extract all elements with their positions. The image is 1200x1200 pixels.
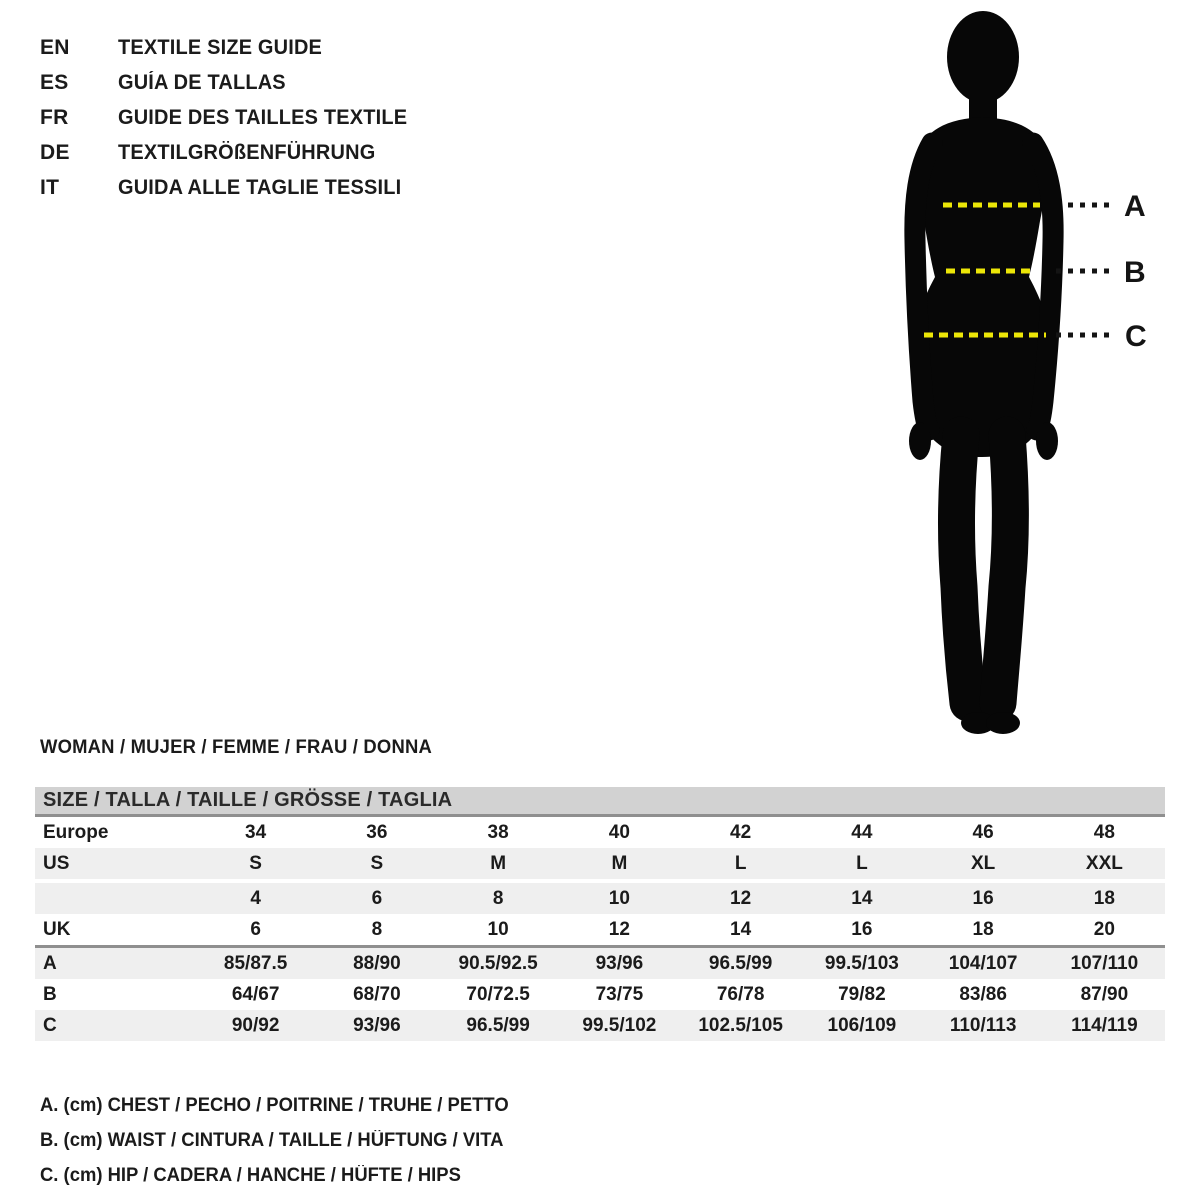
figure-area — [890, 5, 1160, 740]
table-cell: 38 — [487, 822, 509, 843]
table-row — [35, 945, 1165, 979]
table-cell: 44 — [851, 822, 873, 843]
table-cell: 79/82 — [838, 984, 886, 1005]
measurement-legend — [40, 1088, 523, 1193]
title-row-en — [40, 30, 422, 65]
table-cell: 73/75 — [595, 984, 644, 1005]
title-row-de — [40, 135, 422, 170]
table-cell: 87/90 — [1080, 984, 1129, 1005]
table-cell: 14 — [851, 888, 873, 909]
table-cell: 14 — [730, 919, 752, 940]
table-cell: 85/87.5 — [223, 953, 288, 974]
table-row — [35, 979, 1165, 1010]
guide-title-text: GUIDE DES TAILLES TEXTILE — [118, 105, 408, 129]
table-cell: 46 — [972, 822, 994, 843]
woman-figure — [890, 5, 1160, 740]
row-label — [35, 883, 195, 914]
size-table-header: SIZE / TALLA / TAILLE / GRÖSSE / TAGLIA — [35, 787, 1165, 817]
table-cell: 6 — [371, 888, 383, 909]
row-label: Europe — [43, 822, 109, 843]
table-cell: S — [249, 853, 262, 874]
title-row-fr — [40, 100, 422, 135]
table-cell: 16 — [851, 919, 873, 940]
guide-title-text: TEXTILE SIZE GUIDE — [118, 35, 323, 59]
language-code: DE — [40, 140, 70, 164]
table-cell: 42 — [730, 822, 752, 843]
table-cell: 64/67 — [231, 984, 280, 1005]
table-cell: 96.5/99 — [708, 953, 773, 974]
table-cell: 16 — [972, 888, 994, 909]
table-cell: 10 — [608, 888, 630, 909]
measure-label-a: A — [1124, 190, 1146, 223]
table-cell: 48 — [1093, 822, 1115, 843]
table-cell: 99.5/102 — [582, 1015, 657, 1036]
table-cell: 107/110 — [1070, 953, 1139, 974]
legend-row: C. (cm) HIP / CADERA / HANCHE / HÜFTE / HIPS — [40, 1165, 461, 1186]
table-cell: 106/109 — [827, 1015, 897, 1036]
language-code: FR — [40, 105, 69, 129]
table-cell: 18 — [1093, 888, 1115, 909]
table-cell: 102.5/105 — [698, 1015, 783, 1036]
table-cell: 8 — [492, 888, 504, 909]
table-cell: 96.5/99 — [466, 1015, 530, 1036]
table-cell: 93/96 — [353, 1015, 401, 1036]
section-title-woman: WOMAN / MUJER / FEMME / FRAU / DONNA — [40, 737, 432, 758]
row-label: UK — [43, 919, 71, 940]
measure-label-c: C — [1125, 320, 1147, 353]
table-cell: 93/96 — [595, 953, 644, 974]
table-cell: 68/70 — [353, 984, 401, 1005]
table-cell: 34 — [245, 822, 267, 843]
table-cell: 36 — [366, 822, 388, 843]
table-cell: M — [490, 853, 507, 874]
table-cell: 104/107 — [948, 953, 1018, 974]
table-cell: 4 — [250, 888, 261, 909]
legend-row: B. (cm) WAIST / CINTURA / TAILLE / HÜFTUNG / VITA — [40, 1130, 504, 1151]
table-cell: XXL — [1085, 853, 1123, 874]
table-cell: 76/78 — [716, 984, 765, 1005]
guide-title-text: GUÍA DE TALLAS — [118, 70, 286, 94]
row-label: B — [43, 984, 57, 1005]
table-cell: 90/92 — [231, 1015, 280, 1036]
table-cell: 40 — [608, 822, 630, 843]
table-cell: L — [856, 853, 868, 874]
table-cell: S — [370, 853, 384, 874]
language-code: EN — [40, 35, 70, 59]
table-cell: 110/113 — [949, 1015, 1017, 1036]
table-cell: 6 — [250, 919, 261, 940]
title-block — [40, 30, 422, 205]
table-cell: 10 — [487, 919, 509, 940]
guide-title-text: TEXTILGRÖßENFÜHRUNG — [118, 140, 376, 164]
table-cell: 83/86 — [959, 984, 1007, 1005]
title-row-it — [40, 170, 422, 205]
language-code: ES — [40, 70, 69, 94]
legend-row: A. (cm) CHEST / PECHO / POITRINE / TRUHE / PETTO — [40, 1095, 509, 1116]
table-cell: M — [611, 853, 628, 874]
table-cell: 18 — [972, 919, 994, 940]
measure-label-b: B — [1124, 256, 1146, 289]
table-cell: L — [734, 853, 747, 874]
table-row — [35, 848, 1165, 879]
size-table — [35, 787, 1165, 1041]
table-cell: 90.5/92.5 — [458, 953, 538, 974]
table-cell: 12 — [730, 888, 752, 909]
row-label: C — [43, 1015, 57, 1036]
table-cell: 88/90 — [353, 953, 401, 974]
table-cell: 99.5/103 — [824, 953, 899, 974]
woman-silhouette — [909, 11, 1058, 734]
table-cell: 20 — [1093, 919, 1115, 940]
language-code: IT — [40, 175, 60, 199]
guide-title-text: GUIDA ALLE TAGLIE TESSILI — [118, 175, 402, 199]
table-row — [35, 817, 1165, 848]
table-cell: 114/119 — [1071, 1015, 1138, 1036]
table-row — [35, 914, 1165, 945]
table-cell: 12 — [608, 919, 630, 940]
title-row-es — [40, 65, 422, 100]
table-row — [35, 1010, 1165, 1041]
row-label: A — [43, 953, 57, 974]
table-cell: 8 — [371, 919, 383, 940]
table-cell: XL — [970, 853, 996, 874]
row-label: US — [43, 853, 70, 874]
table-cell: 70/72.5 — [466, 984, 530, 1005]
size-table-body — [35, 817, 1165, 1041]
table-row — [35, 879, 1165, 914]
